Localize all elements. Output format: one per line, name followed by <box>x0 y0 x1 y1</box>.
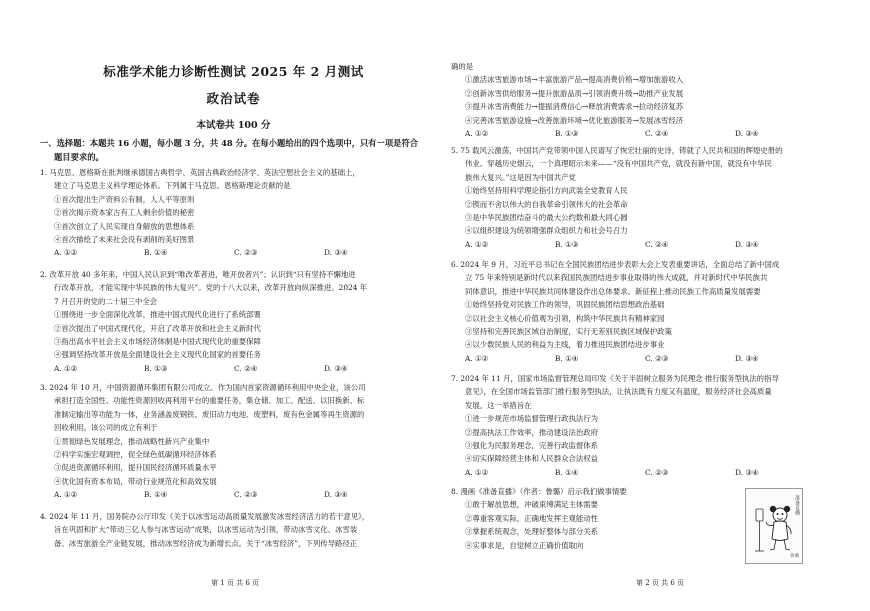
score-note: 本试卷共 100 分 <box>196 120 271 131</box>
choice-a[interactable]: A. ①② <box>54 363 78 373</box>
answer-choices <box>451 238 853 251</box>
question-stem: 5. 75 载风云激荡，中国共产党带领中国人民谱写了恢宏壮丽的史诗，铸就了人民共和国的辉煌史册的 <box>451 146 783 155</box>
choice-a[interactable]: A. ①② <box>54 490 78 500</box>
choice-c[interactable]: C. ②③ <box>645 467 669 477</box>
cartoon-illustration <box>745 488 803 564</box>
exam-title: 标准学术能力诊断性测试 2025 年 2 月测试 <box>103 64 364 79</box>
option-item: ①围绕进一步全面深化改革，推进中国式现代化进行了系统部署 <box>54 310 261 320</box>
option-item: ③提升冰雪消费能力→提振消费信心→释放消费需求→拉动经济复苏 <box>465 102 684 112</box>
option-item: ②尊重客观实际，正确地发挥主观能动性 <box>465 513 599 523</box>
question-stem: 旨在巩固和扩大“带动三亿人参与冰雪运动”成果，以冰雪运动为引领，带动冰雪文化、冰雪装 <box>54 525 358 535</box>
page-footer-right: 第 2 页 共 6 页 <box>635 579 685 587</box>
option-item: ①敢于解放思想，冲破束缚满足主体需要 <box>465 500 599 510</box>
answer-choices <box>40 362 427 375</box>
question-stem: 8. 漫画《准备直播》（作者：鲁璐）启示我们做事情要 <box>451 487 627 496</box>
question-8 <box>451 485 741 552</box>
option-item: ④实事求是，自觉树立正确价值取向 <box>465 540 584 550</box>
question-stem: 3. 2024 年 10 月，中国资源循环集团有限公司成立。作为国内首家资源循环利用中央企业，该公司 <box>40 383 366 392</box>
option-item: ②以社会主义核心价值观为引领，构筑中华民族共有精神家园 <box>465 313 665 323</box>
option-item: ④以组织建设为统领增强群众组织力和社会号召力 <box>465 226 628 236</box>
question-stem: 7. 2024 年 11 月，国家市场监督管理总局印发《关于半固树立服务为民理念 推行服务型执法的指导 <box>451 374 779 383</box>
choice-d[interactable]: D. ③④ <box>735 467 759 477</box>
section-line-2: 题目要求的。 <box>54 152 104 162</box>
section-instructions <box>40 136 427 164</box>
choice-d[interactable]: D. ③④ <box>735 129 759 139</box>
choice-d[interactable]: D. ③④ <box>735 239 759 249</box>
choice-a[interactable]: A. ①② <box>54 248 78 258</box>
choice-b[interactable]: B. ①④ <box>555 467 579 477</box>
question-4-continued <box>451 60 853 140</box>
question-stem: 6. 2024 年 9 月，习近平总书记在全国民族团结进步表彰大会上发表重要讲话，全面总结了新中国成 <box>451 260 780 269</box>
choice-b[interactable]: B. ①④ <box>144 490 168 500</box>
choice-a[interactable]: A. ①② <box>465 239 489 249</box>
option-item: ③坚持和完善民族区域自治制度，实行无差别民族区域保护政策 <box>465 327 672 337</box>
option-item: ④强调坚持改革开放是全面建设社会主义现代化国家的首要任务 <box>54 350 261 360</box>
option-item: ③掌握系统观念，处理好整体与部分关系 <box>465 527 599 537</box>
section-line-1: 一、选择题：本题共 16 小题，每小题 3 分，共 48 分。在每小题给出的四个选项中，只有一项是符合 <box>40 138 419 148</box>
option-item: ①进一步规范市场监督管理行政执法行为 <box>465 414 599 424</box>
option-item: ②科学实施宏观调控，促全绿色低碳循环经济体系 <box>54 450 217 460</box>
question-3 <box>40 381 427 502</box>
option-item: ①贯彻绿色发展理念，推动战略性新兴产业集中 <box>54 436 210 446</box>
question-1 <box>40 166 427 260</box>
choice-a[interactable]: A. ①② <box>465 129 489 139</box>
question-stem: 建立了马克思主义科学理论体系。下列属于马克思、恩格斯理论贡献的是 <box>54 181 291 191</box>
choice-c[interactable]: C. ②③ <box>234 248 258 258</box>
choice-b[interactable]: B. ①③ <box>144 363 168 373</box>
question-stem: 发展。这一举措旨在 <box>465 400 532 410</box>
option-item: ①始终坚持用科学理论指引方向武装全党教育人民 <box>465 186 628 196</box>
answer-choices <box>451 127 853 140</box>
cartoon-artist: 鲁璐 <box>790 554 799 559</box>
choice-c[interactable]: C. ②③ <box>645 353 669 363</box>
option-item: ②首次提出了中国式现代化，开启了改革开放和社会主义新时代 <box>54 323 261 333</box>
option-item: ②提高执法工作效率，推动建设法治政府 <box>465 427 599 437</box>
option-item: ③指出高水平社会主义市场经济体制是中国式现代化的重要保障 <box>54 337 261 347</box>
question-stem: 承担打造全国性、功能性资源回收再利用平台的重要任务，集仓储、加工、配送、以旧换新、标 <box>54 396 365 406</box>
question-stem: 意见》，在全国市场监管部门推行服务型执法，让执法既有力度又有温度，服务经济社会高质量 <box>465 387 772 397</box>
question-5 <box>451 144 853 251</box>
option-item: ③是中华民族团结奋斗的最大公约数和最大同心圆 <box>465 213 628 223</box>
question-stem: 立 75 年来特别是新时代以来我国民族团结进步事业取得的伟大成就，并对新时代中华民族共 <box>465 273 768 283</box>
question-6 <box>451 258 853 365</box>
choice-d[interactable]: D. ③④ <box>735 353 759 363</box>
answer-choices <box>451 352 853 365</box>
option-item: ④完善冰雪旅游设施→改善旅游环境→优化旅游服务→发展冰雪经济 <box>465 115 684 125</box>
choice-b[interactable]: B. ①③ <box>555 129 579 139</box>
question-stem: 备、冰雪旅游全产业链发展，推动冰雪经济成为新增长点。关于“冰雪经济”，下列传导路径正 <box>54 538 358 548</box>
choice-d[interactable]: D. ③④ <box>324 248 348 258</box>
answer-choices <box>40 246 427 259</box>
cartoon-caption: 准备直播 <box>794 495 800 515</box>
choice-c[interactable]: C. ②④ <box>645 239 669 249</box>
choice-d[interactable]: D. ③④ <box>324 363 348 373</box>
option-item: ②创新冰雪供给服务→提升旅游品质→引领消费升级→助推产业发展 <box>465 88 684 98</box>
choice-c[interactable]: C. ②④ <box>234 363 258 373</box>
choice-a[interactable]: A. ①② <box>465 353 489 363</box>
choice-c[interactable]: C. ②④ <box>645 129 669 139</box>
option-item: ①激活冰雪旅游市场→丰富旅游产品→提高消费价格→增加旅游收入 <box>465 75 684 85</box>
answer-choices <box>451 466 853 479</box>
option-item: ②锲而不舍以伟大的自我革命引领伟大的社会革命 <box>465 199 628 209</box>
choice-a[interactable]: A. ①② <box>465 467 489 477</box>
option-item: ②首次揭示资本家古有工人剩余价值的秘密 <box>54 208 195 218</box>
choice-c[interactable]: C. ②③ <box>234 490 258 500</box>
option-item: ③促进资源循环利用，提升国民经济循环质量水平 <box>54 463 217 473</box>
question-stem: 回收利用。该公司的成立有利于 <box>54 423 158 433</box>
question-stem: 同体意识，推进中华民族共同体建设作出总体要求。新征程上推动民族工作高质量发展需要 <box>465 286 761 296</box>
choice-b[interactable]: B. ①④ <box>555 353 579 363</box>
option-item: ④首次描绘了未来社会没有剥削的美好图景 <box>54 235 195 245</box>
option-item: ③强化为民服务理念，完善行政监督体系 <box>465 441 599 451</box>
subject-title: 政治试卷 <box>206 91 261 106</box>
question-stem: 1. 马克思、恩格斯在批判继承德国古典哲学、英国古典政治经济学、英法空想社会主义的基础上， <box>40 168 360 177</box>
option-item: ④优化国有资本布局，带动行业规范化和高效发展 <box>54 476 217 486</box>
question-stem: 确的是 <box>451 62 474 71</box>
option-item: ①始终坚持党对民族工作的领导，巩固民族团结思想政治基础 <box>465 300 665 310</box>
answer-choices <box>40 488 427 501</box>
question-7 <box>451 372 853 479</box>
question-stem: 族伟大复兴。”这是因为中国共产党 <box>465 172 576 182</box>
question-stem: 伟业。穿越历史烟云，一个真理昭示未来——“没有中国共产党，就没有新中国，就没有中华民 <box>465 159 772 169</box>
option-item: ③首次创立了人民实现自身解放的思想体系 <box>54 221 195 231</box>
question-stem: 准制定输出等功能为一体，业务涵盖废钢铁、废旧动力电池、废塑料，废有色金属等再生资源的 <box>54 409 365 419</box>
question-stem: 2. 改革开放 40 多年来，中国人民认识到“唯改革者进，唯开放者兴”；认识到“只有坚持不懈地进 <box>40 270 356 279</box>
question-stem: 行改革开放，才能实现中华民族的伟大复兴”。党的十八大以来，改革开放向纵深推进。2024 年 <box>54 283 368 293</box>
page-footer-left: 第 1 页 共 6 页 <box>210 579 260 587</box>
question-stem: 4. 2024 年 11 月，国务院办公厅印发《关于以冰雪运动高质量发展激发冰雪经济活力的若干意见》， <box>40 512 370 521</box>
option-item: ④切实保障经营主体和人民群众合法权益 <box>465 454 599 464</box>
option-item: ①首次提出生产资料公有制，人人平等原则 <box>54 194 195 204</box>
option-item: ④以少数民族人民的利益为主线，着力推进民族团结进步事业 <box>465 340 665 350</box>
question-2 <box>40 268 427 375</box>
choice-b[interactable]: B. ①④ <box>144 248 168 258</box>
question-4 <box>40 510 427 550</box>
question-stem: 7 月召开的党的二十届三中全会 <box>54 296 158 306</box>
choice-b[interactable]: B. ①③ <box>555 239 579 249</box>
choice-d[interactable]: D. ③④ <box>324 490 348 500</box>
